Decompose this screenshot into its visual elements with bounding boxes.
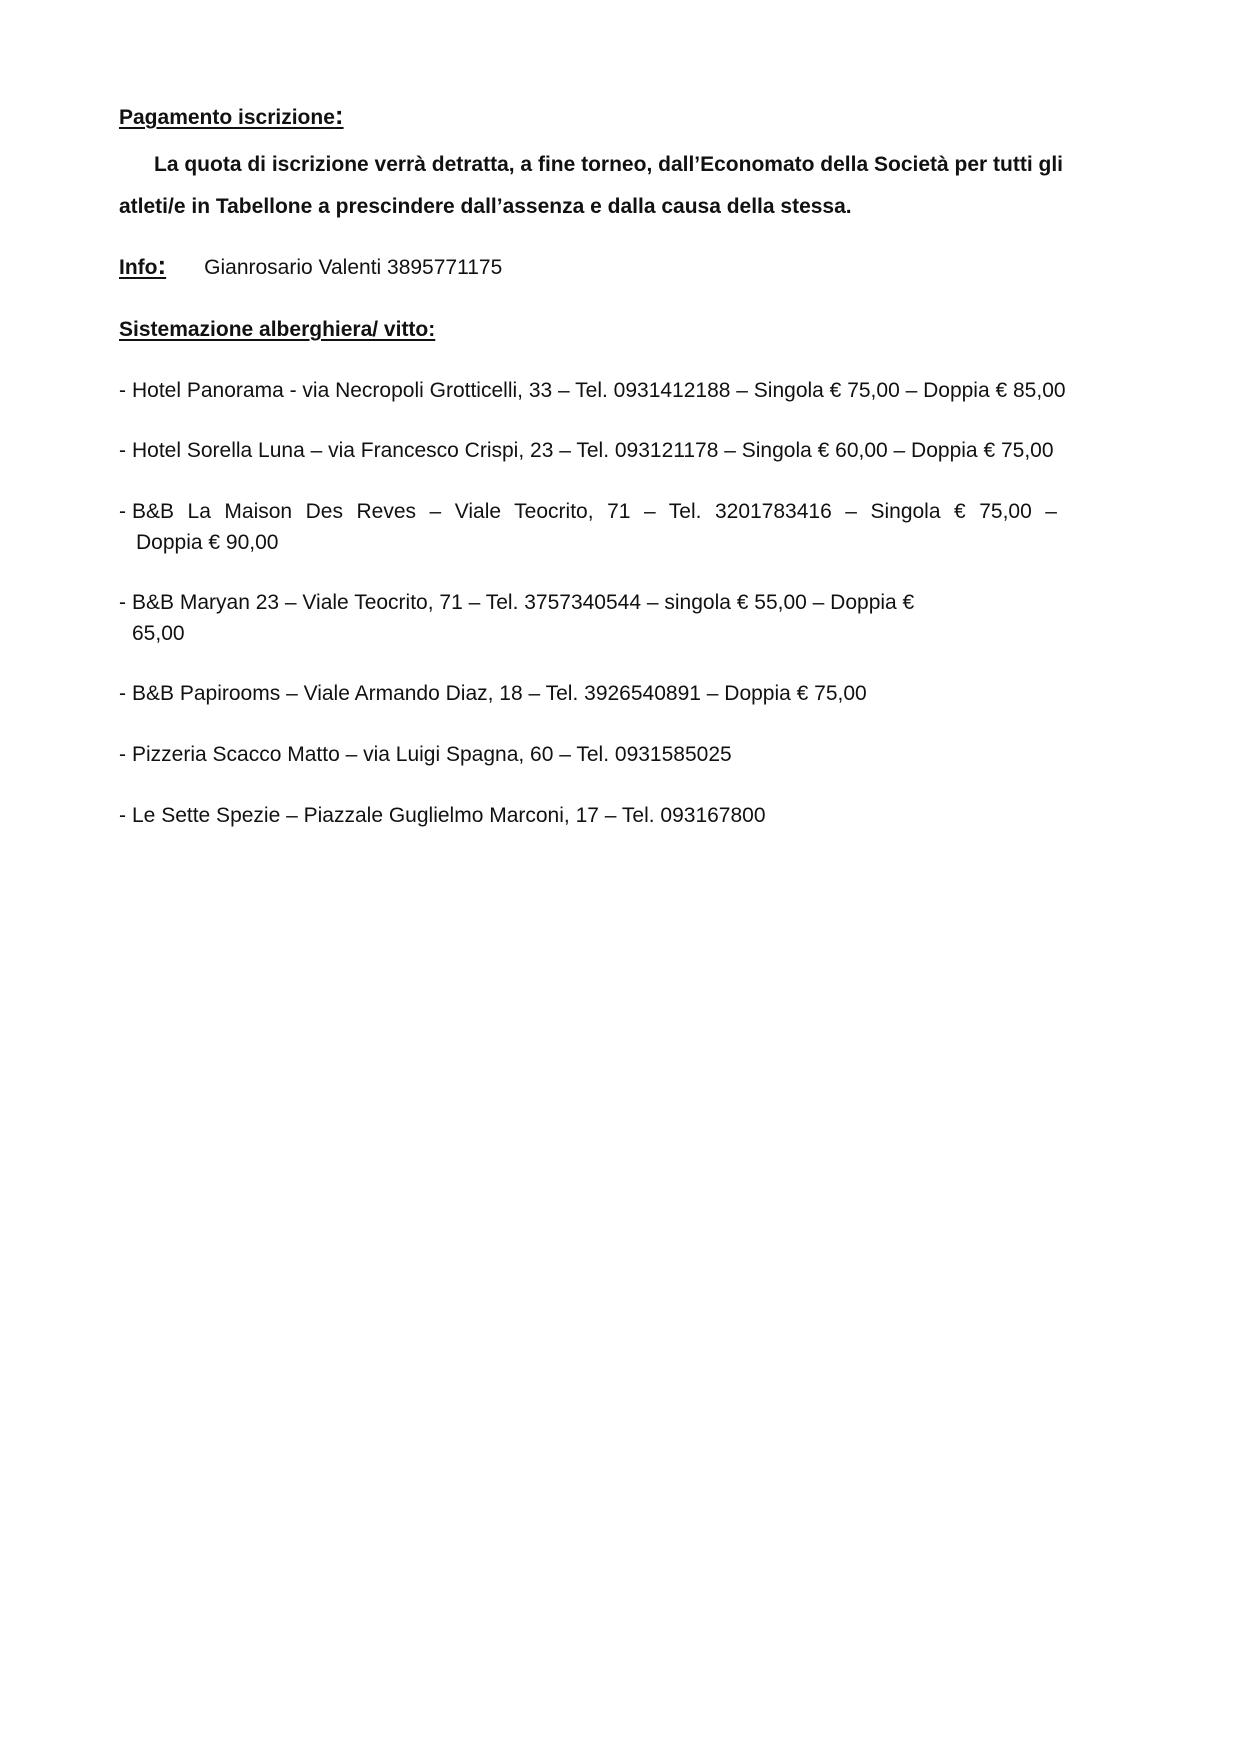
list-item-text: Pizzeria Scacco Matto – via Luigi Spagna, 60 – Tel. 0931585025 — [132, 743, 732, 766]
info-line — [119, 250, 502, 281]
payment-heading-label: Pagamento iscrizione — [119, 106, 335, 129]
payment-heading-colon: : — [334, 100, 344, 130]
list-item-text: B&B La Maison Des Reves – Viale Teocrito, 71 – Tel. 3201783416 – Singola € 75,00 – — [132, 500, 1057, 523]
list-item-continuation: Doppia € 90,00 — [136, 531, 279, 554]
payment-paragraph: La quota di iscrizione verrà detratta, a fine torneo, dall’Economato della Società per tutti gli atleti/e in Tabellone a prescindere dall’assenza e dalla causa della stessa. — [119, 153, 1064, 218]
list-item — [119, 800, 766, 831]
list-bullet: - — [119, 804, 126, 827]
list-bullet: - — [119, 379, 126, 402]
list-item — [119, 496, 1057, 558]
lodging-heading: Sistemazione alberghiera/ vitto: — [119, 318, 436, 341]
list-item-text: Hotel Sorella Luna – via Francesco Crispi, 23 – Tel. 093121178 – Singola € 60,00 – Doppia € 75,00 — [132, 439, 1054, 462]
list-item — [119, 739, 732, 770]
info-contact: Gianrosario Valenti 3895771175 — [204, 256, 503, 279]
list-item-continuation: 65,00 — [132, 622, 185, 645]
list-item-text: Le Sette Spezie – Piazzale Guglielmo Marconi, 17 – Tel. 093167800 — [132, 804, 766, 827]
list-bullet: - — [119, 591, 126, 614]
list-bullet: - — [119, 743, 126, 766]
list-item — [119, 435, 1054, 466]
list-bullet: - — [119, 682, 126, 705]
list-item-text: B&B Maryan 23 – Viale Teocrito, 71 – Tel. 3757340544 – singola € 55,00 – Doppia € — [132, 591, 915, 614]
list-item-text: Hotel Panorama - via Necropoli Grotticelli, 33 – Tel. 0931412188 – Singola € 75,00 – Doppia € 85,00 — [132, 379, 1066, 402]
list-item — [119, 375, 1066, 406]
list-bullet: - — [119, 439, 126, 462]
info-label: Info: — [119, 250, 167, 280]
list-item-text: B&B Papirooms – Viale Armando Diaz, 18 – Tel. 3926540891 – Doppia € 75,00 — [132, 682, 867, 705]
payment-heading — [119, 100, 344, 131]
list-item — [119, 678, 867, 709]
list-item — [119, 587, 914, 649]
list-bullet: - — [119, 500, 126, 523]
